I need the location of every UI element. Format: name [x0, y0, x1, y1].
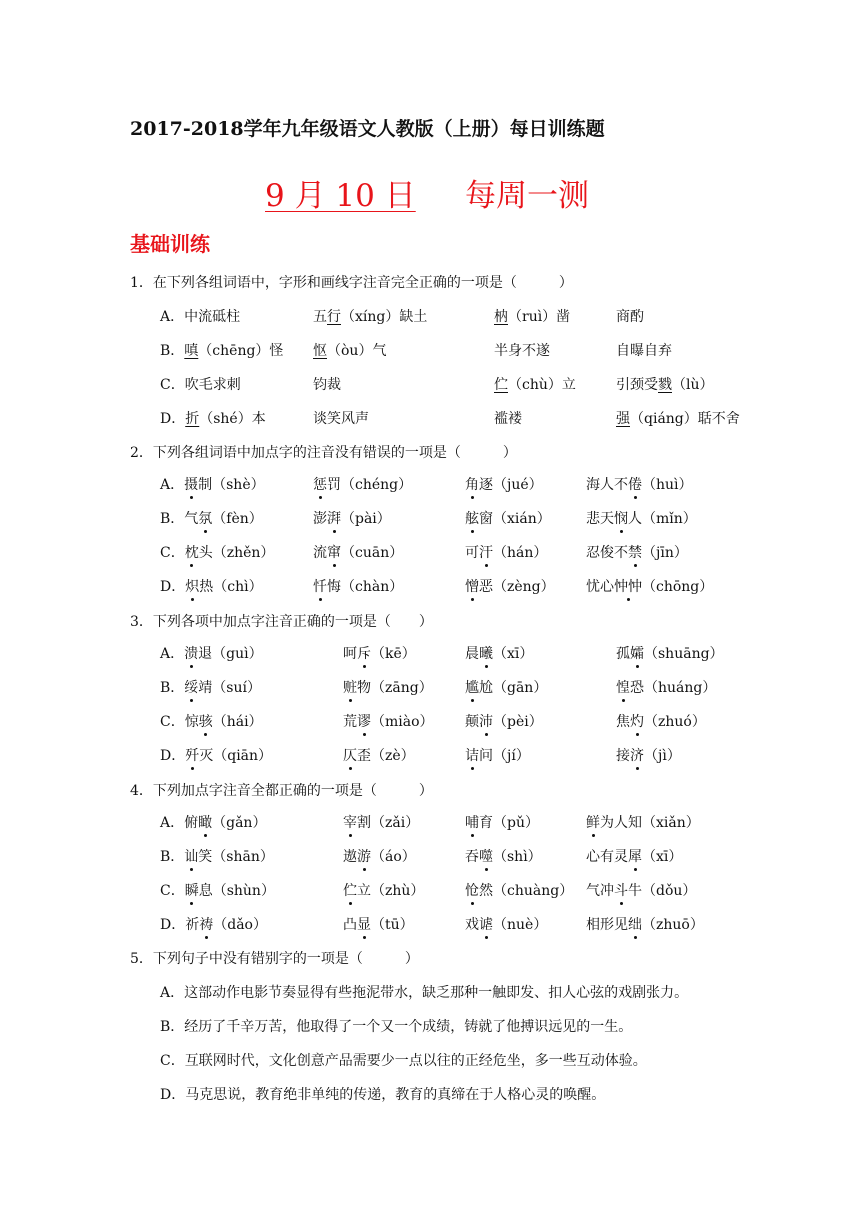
- option-text: （pài）: [341, 511, 391, 527]
- question-3-option-a-item-4: [616, 643, 724, 663]
- dotted-char: 窜: [327, 542, 341, 562]
- option-text: B．: [160, 680, 185, 696]
- option-text: 然（chuàng）: [479, 883, 574, 899]
- question-2-option-b-item-4: [586, 508, 697, 528]
- option-text: 气冲: [586, 883, 614, 899]
- option-text: C．: [160, 883, 185, 899]
- question-3-stem: 3．下列各项中加点字注音正确的一项是（ ）: [130, 614, 433, 630]
- underlined-char: 行: [327, 309, 341, 325]
- option-text: A．: [160, 646, 185, 662]
- dotted-char: 宰: [343, 812, 357, 832]
- dotted-char: 忡忡: [614, 576, 642, 596]
- question-2-stem: 2．下列各组词语中加点字的注音没有错误的一项是（ ）: [130, 445, 517, 461]
- question-2-option-b-item-1: [160, 508, 263, 528]
- dotted-char: 哺: [465, 812, 479, 832]
- dotted-char: 怆: [465, 880, 479, 900]
- option-text: 牛（dǒu）: [628, 883, 697, 899]
- dotted-char: 游: [357, 846, 371, 866]
- option-text: （zhuó）: [644, 714, 706, 730]
- option-text: 物（zāng）: [357, 680, 433, 696]
- option-text: 呵: [343, 646, 357, 662]
- dotted-char: 悯: [614, 508, 628, 528]
- option-text: （zhuō）: [642, 917, 704, 933]
- option-text: D．: [160, 579, 186, 595]
- question-1-option-d-item-2: [313, 408, 369, 428]
- question-3-option-b-item-1: [160, 677, 261, 697]
- underlined-char: 强: [616, 411, 630, 427]
- option-text: A．俯: [160, 815, 199, 831]
- question-2-option-c-item-4: [586, 542, 688, 562]
- question-5-option-c: C．互联网时代，文化创意产品需要少一点以往的正经危坐，多一些互动体验。: [160, 1053, 647, 1069]
- dotted-char: 倦: [628, 474, 642, 494]
- question-1-option-d-item-4: [616, 408, 740, 428]
- question-1-option-c-item-2: [313, 374, 341, 394]
- dotted-char: 诘: [465, 745, 479, 765]
- option-text: （hái）: [212, 714, 263, 730]
- option-text: （kē）: [371, 646, 416, 662]
- question-1-option-c-item-3: [494, 374, 576, 394]
- option-text: （nuè）: [493, 917, 548, 933]
- option-text: B．: [160, 849, 185, 865]
- date-heading: 9 月 10 日: [265, 178, 416, 214]
- question-3-option-d-item-1: [160, 745, 272, 765]
- option-text: （huì）: [642, 477, 693, 493]
- option-text: 戏: [465, 917, 479, 933]
- dotted-char: 噬: [479, 846, 493, 866]
- option-text: 尬（gān）: [479, 680, 548, 696]
- dotted-char: 灼: [630, 711, 644, 731]
- question-2-option-d-item-3: [465, 576, 555, 596]
- dotted-char: 沛: [479, 711, 493, 731]
- option-text: 海人不: [586, 477, 628, 493]
- option-text: 晨: [465, 646, 479, 662]
- weekly-test-heading: 每周一测: [465, 178, 589, 214]
- dotted-char: 湃: [327, 508, 341, 528]
- dotted-char: 骇: [199, 711, 213, 731]
- option-text: 育（pǔ）: [479, 815, 539, 831]
- option-text: 逐（jué）: [479, 477, 543, 493]
- option-text: （cuān）: [341, 545, 404, 561]
- option-text: 颠: [465, 714, 479, 730]
- option-text: 相形见: [586, 917, 628, 933]
- dotted-char: 憎: [465, 576, 479, 596]
- option-text: （gǎn）: [212, 815, 267, 831]
- option-text: 半身不遂: [494, 343, 550, 359]
- option-text: 窗（xián）: [479, 511, 551, 527]
- option-text: 自曝自弃: [616, 343, 672, 359]
- option-text: 悔（chàn）: [327, 579, 404, 595]
- dotted-char: 角: [465, 474, 479, 494]
- question-3-option-d-item-4: [616, 745, 681, 765]
- dotted-char: 枕: [185, 542, 199, 562]
- dotted-char: 瞬: [185, 880, 199, 900]
- dotted-char: 斥: [357, 643, 371, 663]
- option-text: （jì）: [644, 748, 681, 764]
- question-4-option-c-item-2: [343, 880, 424, 900]
- dotted-char: 鲜: [586, 812, 600, 832]
- question-2-option-c-item-3: [465, 542, 547, 562]
- option-text: D．: [160, 748, 186, 764]
- option-text: （fèn）: [212, 511, 263, 527]
- question-1-option-b-item-3: [494, 340, 550, 360]
- option-text: （shì）: [493, 849, 542, 865]
- dotted-char: 汗: [479, 542, 493, 562]
- dotted-char: 斗: [614, 880, 628, 900]
- option-text: 息（shùn）: [198, 883, 275, 899]
- option-text: 笑（shān）: [198, 849, 274, 865]
- option-text: （lù）: [672, 377, 714, 393]
- option-text: 灭（qiān）: [199, 748, 273, 764]
- option-text: 商酌: [616, 309, 644, 325]
- option-text: 荒: [343, 714, 357, 730]
- option-text: 人（mǐn）: [628, 511, 697, 527]
- dotted-char: 显: [357, 914, 371, 934]
- dotted-char: 谑: [479, 914, 493, 934]
- question-3-option-c-item-4: [616, 711, 706, 731]
- dotted-char: 炽: [185, 576, 199, 596]
- option-text: 孤: [616, 646, 630, 662]
- dotted-char: 绥: [184, 677, 198, 697]
- underlined-char: 怄: [313, 343, 327, 359]
- option-text: （áo）: [371, 849, 416, 865]
- option-text: 澎: [313, 511, 327, 527]
- underlined-char: 嗔: [184, 343, 199, 359]
- option-text: （xī）: [493, 646, 534, 662]
- question-3-option-b-item-3: [465, 677, 547, 697]
- dotted-char: 尴: [465, 677, 479, 697]
- option-text: 问（jí）: [479, 748, 530, 764]
- option-text: B．气: [160, 511, 199, 527]
- question-4-option-d-item-3: [465, 914, 547, 934]
- option-text: 引颈受: [616, 377, 658, 393]
- option-text: （chōng）: [642, 579, 714, 595]
- option-text: （shuāng）: [644, 646, 724, 662]
- underlined-char: 折: [185, 411, 200, 427]
- question-2-option-a-item-2: [313, 474, 412, 494]
- option-text: C．吹毛求刺: [160, 377, 241, 393]
- option-text: （chēng）怪: [198, 343, 284, 359]
- question-3-option-a-item-2: [343, 643, 416, 663]
- question-4-option-d-item-1: [160, 914, 267, 934]
- option-text: 褴褛: [494, 411, 522, 427]
- question-2-option-a-item-1: [160, 474, 265, 494]
- option-text: B．: [160, 343, 185, 359]
- option-text: （pèi）: [493, 714, 543, 730]
- option-text: 悲天: [586, 511, 614, 527]
- question-1-option-b-item-1: [160, 340, 283, 360]
- option-text: （ruì）凿: [508, 309, 571, 325]
- option-text: 谈笑风声: [313, 411, 369, 427]
- question-5-option-d: D．马克思说，教育绝非单纯的传递，教育的真缔在于人格心灵的唤醒。: [160, 1087, 606, 1103]
- question-1-option-d-item-1: [160, 408, 266, 428]
- question-2-option-c-item-2: [313, 542, 403, 562]
- document-title: 2017-2018学年九年级语文人教版（上册）每日训练题: [130, 118, 605, 140]
- question-1-option-c-item-1: [160, 374, 241, 394]
- option-text: （òu）气: [327, 343, 387, 359]
- question-2-option-a-item-3: [465, 474, 543, 494]
- question-3-option-c-item-1: [160, 711, 263, 731]
- question-1-option-a-item-2: [313, 306, 427, 326]
- dotted-char: 摄: [184, 474, 198, 494]
- dotted-char: 溃: [184, 643, 198, 663]
- dotted-char: 禁: [628, 542, 642, 562]
- dotted-char: 祷: [199, 914, 213, 934]
- dotted-char: 忏: [313, 576, 327, 596]
- dotted-char: 赃: [343, 677, 357, 697]
- question-5-option-a: A．这部动作电影节奏显得有些拖泥带水，缺乏那种一触即发、扣人心弦的戏剧张力。: [160, 985, 689, 1001]
- dotted-char: 绌: [628, 914, 642, 934]
- dotted-char: 氛: [198, 508, 212, 528]
- option-text: 流: [313, 545, 327, 561]
- option-text: C．: [160, 545, 185, 561]
- question-2-option-d-item-4: [586, 576, 713, 596]
- option-text: 凸: [343, 917, 357, 933]
- question-1-option-c-item-4: [616, 374, 714, 394]
- question-3-option-d-item-2: [343, 745, 415, 765]
- question-4-option-a-item-2: [343, 812, 419, 832]
- option-text: 钧裁: [313, 377, 341, 393]
- underlined-char: 枘: [494, 309, 508, 325]
- question-1-option-b-item-4: [616, 340, 672, 360]
- option-text: 割（zǎi）: [357, 815, 420, 831]
- question-4-option-a-item-4: [586, 812, 700, 832]
- question-2-option-c-item-1: [160, 542, 274, 562]
- option-text: 头（zhěn）: [198, 545, 275, 561]
- question-4-option-b-item-2: [343, 846, 416, 866]
- question-3-option-d-item-3: [465, 745, 530, 765]
- option-text: 歪（zè）: [357, 748, 415, 764]
- question-2-option-a-item-4: [586, 474, 693, 494]
- option-text: 为人知（xiǎn）: [600, 815, 700, 831]
- dotted-char: 惶: [616, 677, 630, 697]
- option-text: A．中流砥柱: [160, 309, 241, 325]
- question-4-option-b-item-3: [465, 846, 542, 866]
- question-1-option-a-item-3: [494, 306, 570, 326]
- question-2-option-d-item-1: [160, 576, 263, 596]
- option-text: 忧心: [586, 579, 614, 595]
- option-text: （dǎo）: [213, 917, 267, 933]
- question-4-option-a-item-1: [160, 812, 266, 832]
- question-3-option-c-item-2: [343, 711, 434, 731]
- underlined-char: 戮: [658, 377, 672, 393]
- option-text: 忍俊不: [586, 545, 628, 561]
- option-text: 恐（huáng）: [630, 680, 717, 696]
- dotted-char: 讪: [184, 846, 198, 866]
- dotted-char: 瞰: [198, 812, 212, 832]
- option-text: 靖（suí）: [198, 680, 261, 696]
- dotted-char: 惩: [313, 474, 327, 494]
- option-text: （qiáng）聒不舍: [630, 411, 740, 427]
- question-4-option-c-item-1: [160, 880, 275, 900]
- dotted-char: 谬: [357, 711, 371, 731]
- option-text: 热（chì）: [199, 579, 263, 595]
- option-text: 立（zhù）: [357, 883, 425, 899]
- question-3-option-c-item-3: [465, 711, 543, 731]
- option-text: D．: [160, 411, 186, 427]
- option-text: 心有灵: [586, 849, 628, 865]
- question-2-option-b-item-3: [465, 508, 551, 528]
- question-4-option-d-item-4: [586, 914, 704, 934]
- question-4-option-b-item-1: [160, 846, 274, 866]
- question-4-option-c-item-4: [586, 880, 696, 900]
- option-text: （xī）: [642, 849, 683, 865]
- question-4-option-c-item-3: [465, 880, 573, 900]
- question-1-option-a-item-1: [160, 306, 240, 326]
- question-4-option-b-item-4: [586, 846, 682, 866]
- question-3-option-a-item-3: [465, 643, 533, 663]
- option-text: 焦: [616, 714, 630, 730]
- question-4-option-a-item-3: [465, 812, 539, 832]
- option-text: （tū）: [371, 917, 414, 933]
- option-text: D．祈: [160, 917, 200, 933]
- option-text: （xíng）缺土: [341, 309, 428, 325]
- question-1-stem: 1．在下列各组词语中，字形和画线字注音完全正确的一项是（ ）: [130, 275, 573, 291]
- question-5-option-b: B．经历了千辛万苦，他取得了一个又一个成绩，铸就了他搏识远见的一生。: [160, 1019, 633, 1035]
- underlined-char: 伫: [494, 377, 508, 393]
- option-text: （miào）: [371, 714, 434, 730]
- question-3-option-a-item-1: [160, 643, 263, 663]
- question-2-option-b-item-2: [313, 508, 391, 528]
- option-text: 接: [616, 748, 630, 764]
- option-text: （chù）立: [508, 377, 576, 393]
- dotted-char: 仄: [343, 745, 357, 765]
- question-1-option-b-item-2: [313, 340, 386, 360]
- option-text: （shé）本: [199, 411, 266, 427]
- option-text: 遨: [343, 849, 357, 865]
- question-2-option-d-item-2: [313, 576, 403, 596]
- question-1-option-a-item-4: [616, 306, 644, 326]
- dotted-char: 舷: [465, 508, 479, 528]
- option-text: C．惊: [160, 714, 199, 730]
- dotted-char: 曦: [479, 643, 493, 663]
- dotted-char: 伫: [343, 880, 357, 900]
- question-4-stem: 4．下列加点字注音全都正确的一项是（ ）: [130, 783, 433, 799]
- question-4-option-d-item-2: [343, 914, 414, 934]
- option-text: 吞: [465, 849, 479, 865]
- dotted-char: 歼: [185, 745, 199, 765]
- option-text: （jīn）: [642, 545, 688, 561]
- option-text: （hán）: [493, 545, 548, 561]
- question-5-stem: 5．下列句子中没有错别字的一项是（ ）: [130, 951, 419, 967]
- question-3-option-b-item-4: [616, 677, 716, 697]
- dotted-char: 孀: [630, 643, 644, 663]
- option-text: 罚（chéng）: [327, 477, 413, 493]
- question-1-option-d-item-3: [494, 408, 522, 428]
- section-title: 基础训练: [130, 232, 210, 256]
- option-text: 恶（zèng）: [479, 579, 555, 595]
- option-text: 可: [465, 545, 479, 561]
- question-3-option-b-item-2: [343, 677, 433, 697]
- option-text: 五: [313, 309, 327, 325]
- option-text: 制（shè）: [198, 477, 265, 493]
- dotted-char: 犀: [628, 846, 642, 866]
- option-text: 退（guì）: [198, 646, 263, 662]
- dotted-char: 济: [630, 745, 644, 765]
- option-text: A．: [160, 477, 185, 493]
